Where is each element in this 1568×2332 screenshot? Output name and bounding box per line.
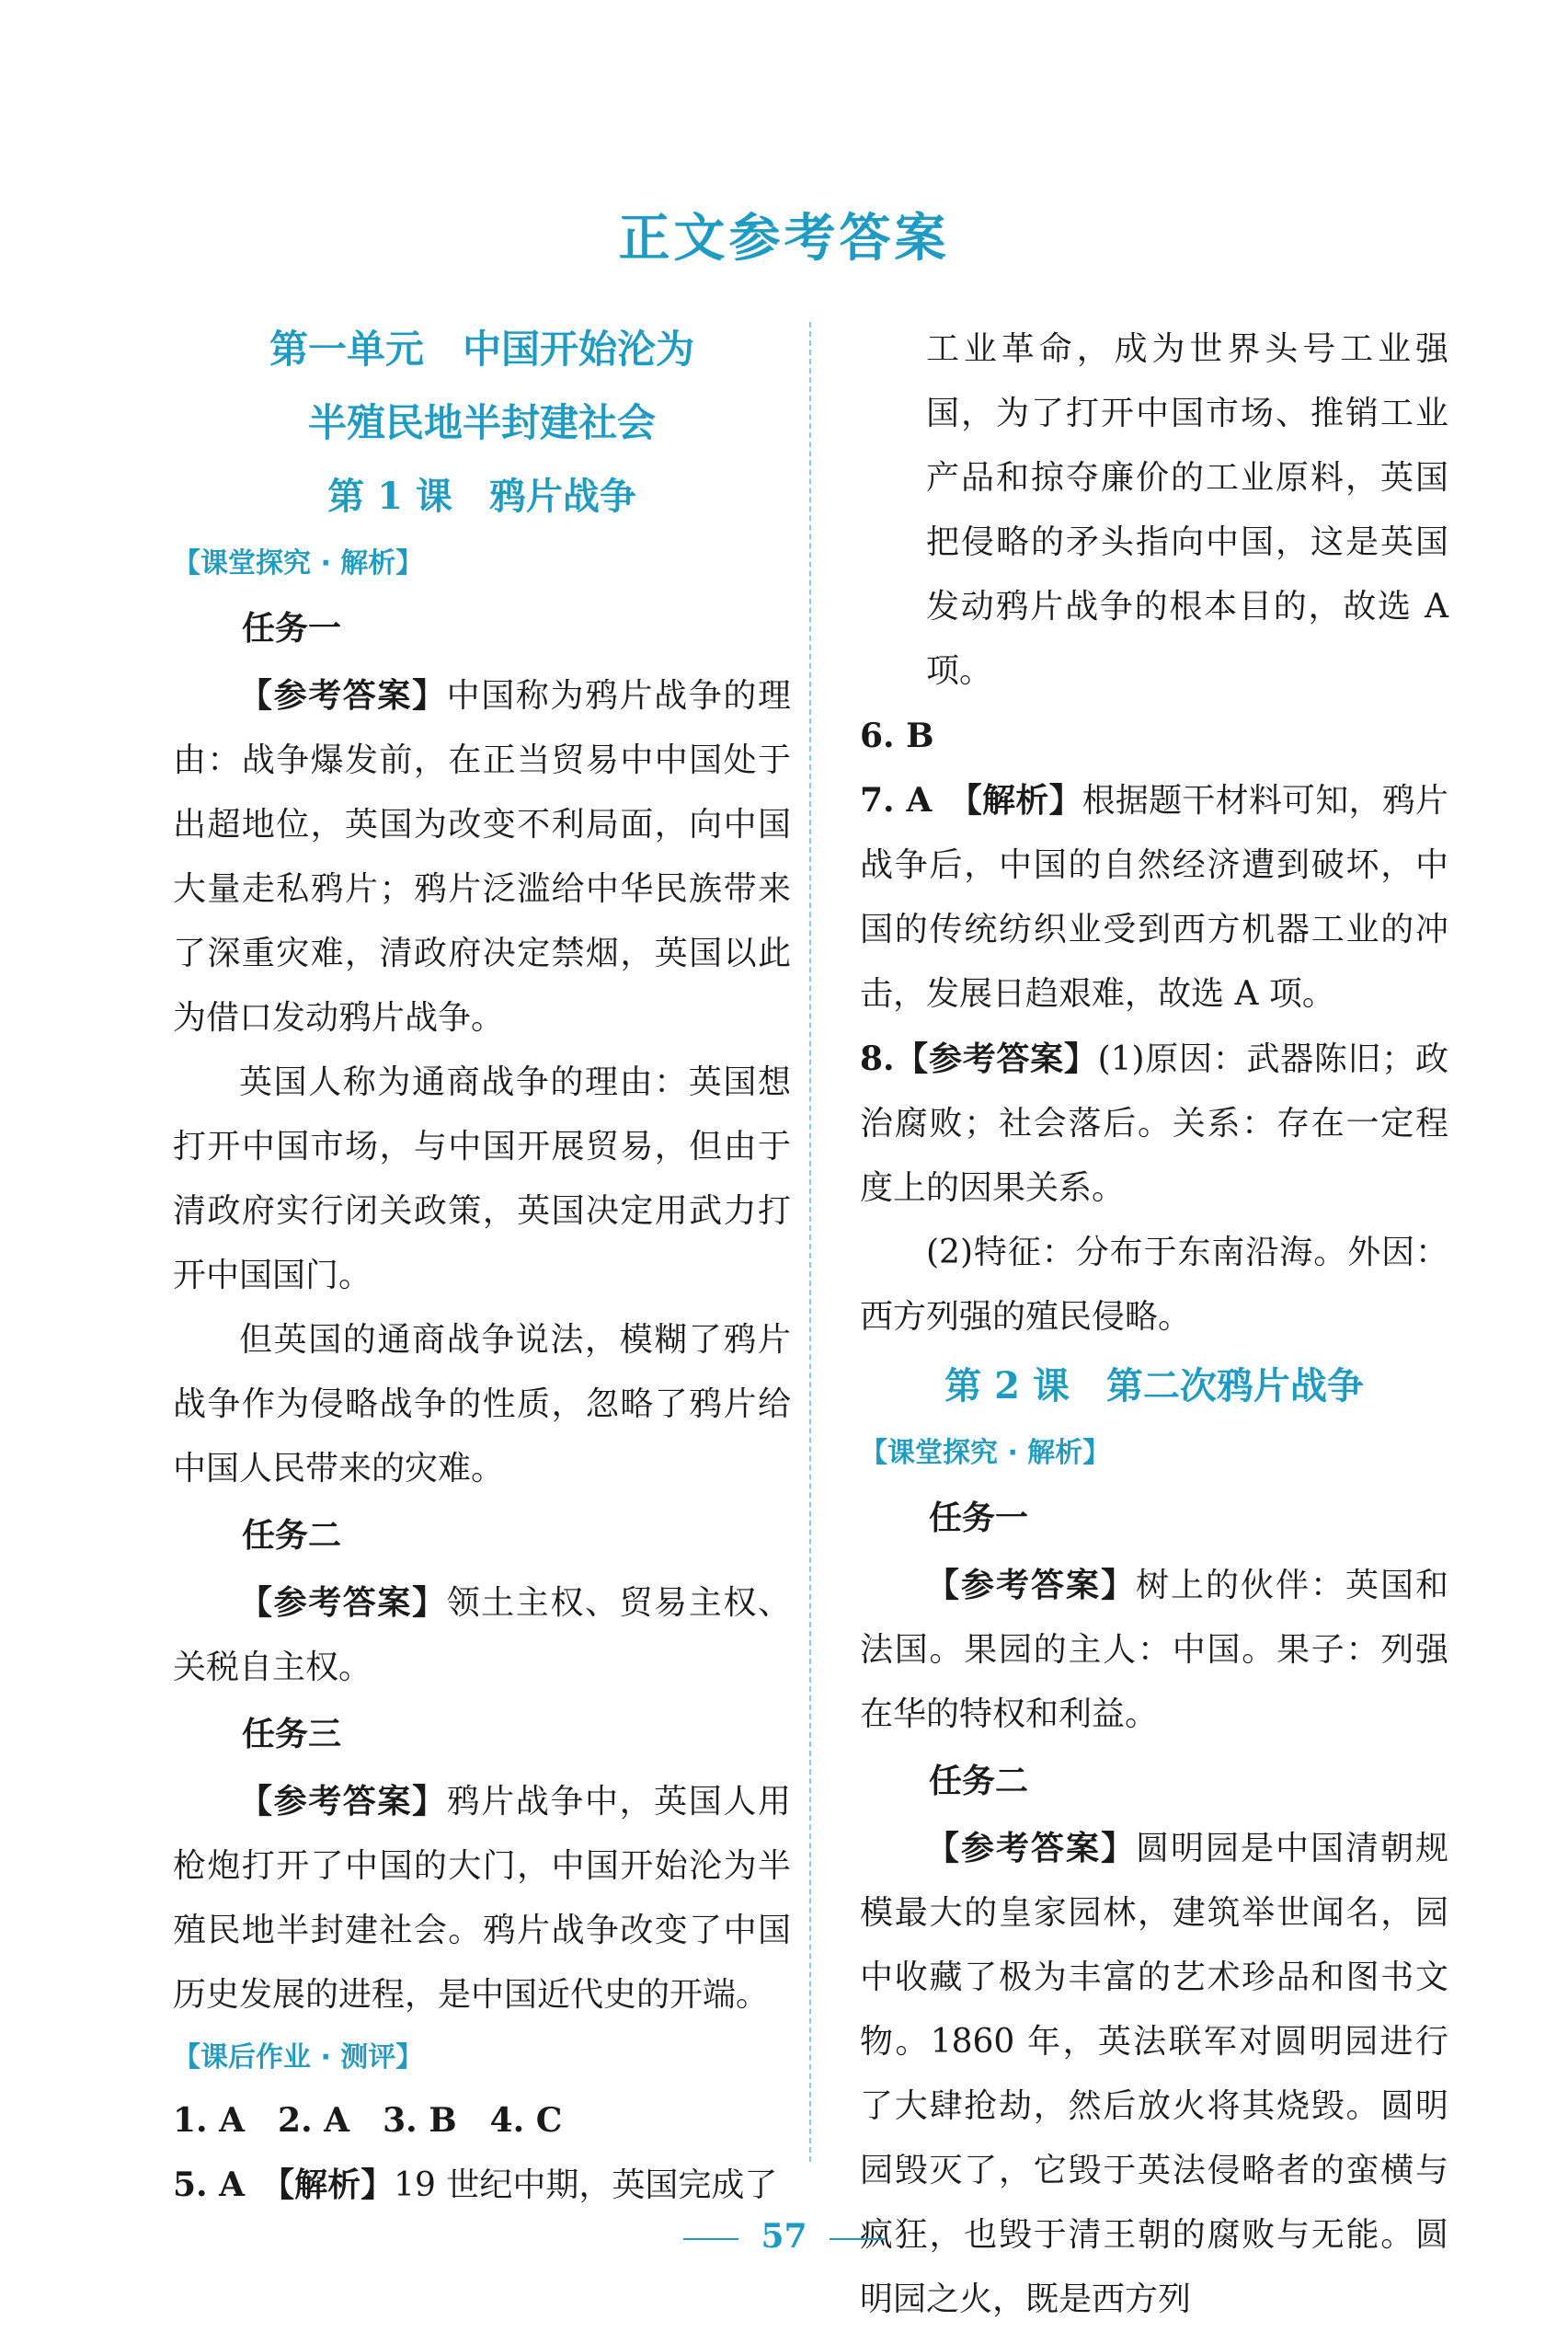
lesson-2-task-2-text: 圆明园是中国清朝规模最大的皇家园林，建筑举世闻名，园中收藏了极为丰富的艺术珍品和图书文物。1860 年，英法联军对圆明园进行了大肆抢劫，然后放火将其烧毁。圆明园毁灭了，它毁于英法侵略者的蛮横与疯狂，也毁于清王朝的腐败与无能。圆明园之火，既是西方列: [860, 1830, 1448, 2318]
question-7: [860, 768, 1448, 1027]
task-2-answer: [173, 1571, 791, 1700]
answer-label: 【参考答案】: [926, 1567, 1136, 1604]
answer-label: 【参考答案】: [239, 1783, 447, 1821]
task-3-answer: [173, 1770, 791, 2028]
question-8-part-2: (2)特征：分布于东南沿海。外因：西方列强的殖民侵略。: [860, 1234, 1448, 1336]
answer-label: 【参考答案】: [926, 1830, 1136, 1867]
q8-number: 8.: [860, 1040, 895, 1078]
lesson-2-title: 第 2 课 第二次鸦片战争: [944, 1364, 1364, 1407]
q5-number: 5. A: [173, 2165, 246, 2204]
q8-label: 【参考答案】: [894, 1040, 1098, 1078]
question-5: [173, 2153, 791, 2218]
lesson-2-task-1-text: 树上的伙伴：英国和法国。果园的主人：中国。果子：列强在华的特权和利益。: [860, 1567, 1448, 1733]
task-2-text: 领土主权、贸易主权、关税自主权。: [173, 1584, 791, 1686]
lesson-1-title: 第 1 课 鸦片战争: [327, 475, 636, 518]
section-tag-classroom: 【课堂探究 · 解析】: [173, 547, 424, 580]
question-6: 6. B: [860, 717, 934, 755]
task-1-text: 中国称为鸦片战争的理由：战争爆发前，在正当贸易中中国处于出超地位，英国为改变不利局面，向中国大量走私鸦片；鸦片泛滥给中华民族带来了深重灾难，清政府决定禁烟，英国以此为借口发动鸦片战争。: [173, 677, 791, 1037]
lesson-2-task-1-heading: 任务一: [929, 1499, 1029, 1537]
section-tag-classroom-2: 【课堂探究 · 解析】: [860, 1437, 1111, 1469]
task-1-answer: [173, 664, 791, 1051]
q7-number: 7. A: [860, 781, 933, 820]
right-column: [860, 317, 1448, 2332]
lesson-2-task-1-answer: [860, 1554, 1448, 1747]
answers-1-4: 1. A 2. A 3. B 4. C: [173, 2101, 563, 2140]
q7-label: 【解析】: [965, 782, 1082, 820]
footer-dash-left: [683, 2238, 738, 2240]
footer-dash-right: [830, 2238, 885, 2240]
answer-label: 【参考答案】: [239, 1584, 447, 1622]
question-8: [860, 1027, 1448, 1221]
unit-title-line-2: 半殖民地半封建社会: [307, 400, 656, 445]
q5-label: 【解析】: [278, 2166, 395, 2204]
answer-label: 【参考答案】: [239, 677, 447, 715]
task-1-paragraph-3: 但英国的通商战争说法，模糊了鸦片战争作为侵略战争的性质，忽略了鸦片给中国人民带来的灾难。: [173, 1321, 791, 1488]
task-3-text: 鸦片战争中，英国人用枪炮打开了中国的大门，中国开始沦为半殖民地半封建社会。鸦片战争改变了中国历史发展的进程，是中国近代史的开端。: [173, 1783, 791, 2014]
page-title: 正文参考答案: [618, 209, 950, 269]
page-number: 57: [761, 2217, 807, 2256]
task-2-heading: 任务二: [242, 1517, 342, 1555]
unit-title-line-1: 第一单元 中国开始沦为: [269, 327, 694, 372]
q8-text: (1)原因：武器陈旧；政治腐败；社会落后。关系：存在一定程度上的因果关系。: [860, 1040, 1448, 1207]
task-1-heading: 任务一: [242, 610, 342, 648]
lesson-2-task-2-heading: 任务二: [929, 1763, 1029, 1800]
task-1-paragraph-2: 英国人称为通商战争的理由：英国想打开中国市场，与中国开展贸易，但由于清政府实行闭关政策，英国决定用武力打开中国国门。: [173, 1063, 791, 1294]
page-footer: [0, 2217, 1568, 2256]
task-3-heading: 任务三: [242, 1716, 342, 1753]
section-tag-homework: 【课后作业 · 测评】: [173, 2041, 424, 2074]
q5-continuation: 工业革命，成为世界头号工业强国，为了打开中国市场、推销工业产品和掠夺廉价的工业原料，英国把侵略的矛头指向中国，这是英国发动鸦片战争的根本目的，故选 A 项。: [926, 330, 1448, 690]
q7-text: 根据题干材料可知，鸦片战争后，中国的自然经济遭到破坏，中国的传统纺织业受到西方机器工业的冲击，发展日趋艰难，故选 A 项。: [860, 782, 1448, 1013]
left-column: [173, 313, 791, 2218]
column-divider: [809, 322, 811, 2162]
q5-text: 19 世纪中期，英国完成了: [394, 2166, 778, 2204]
